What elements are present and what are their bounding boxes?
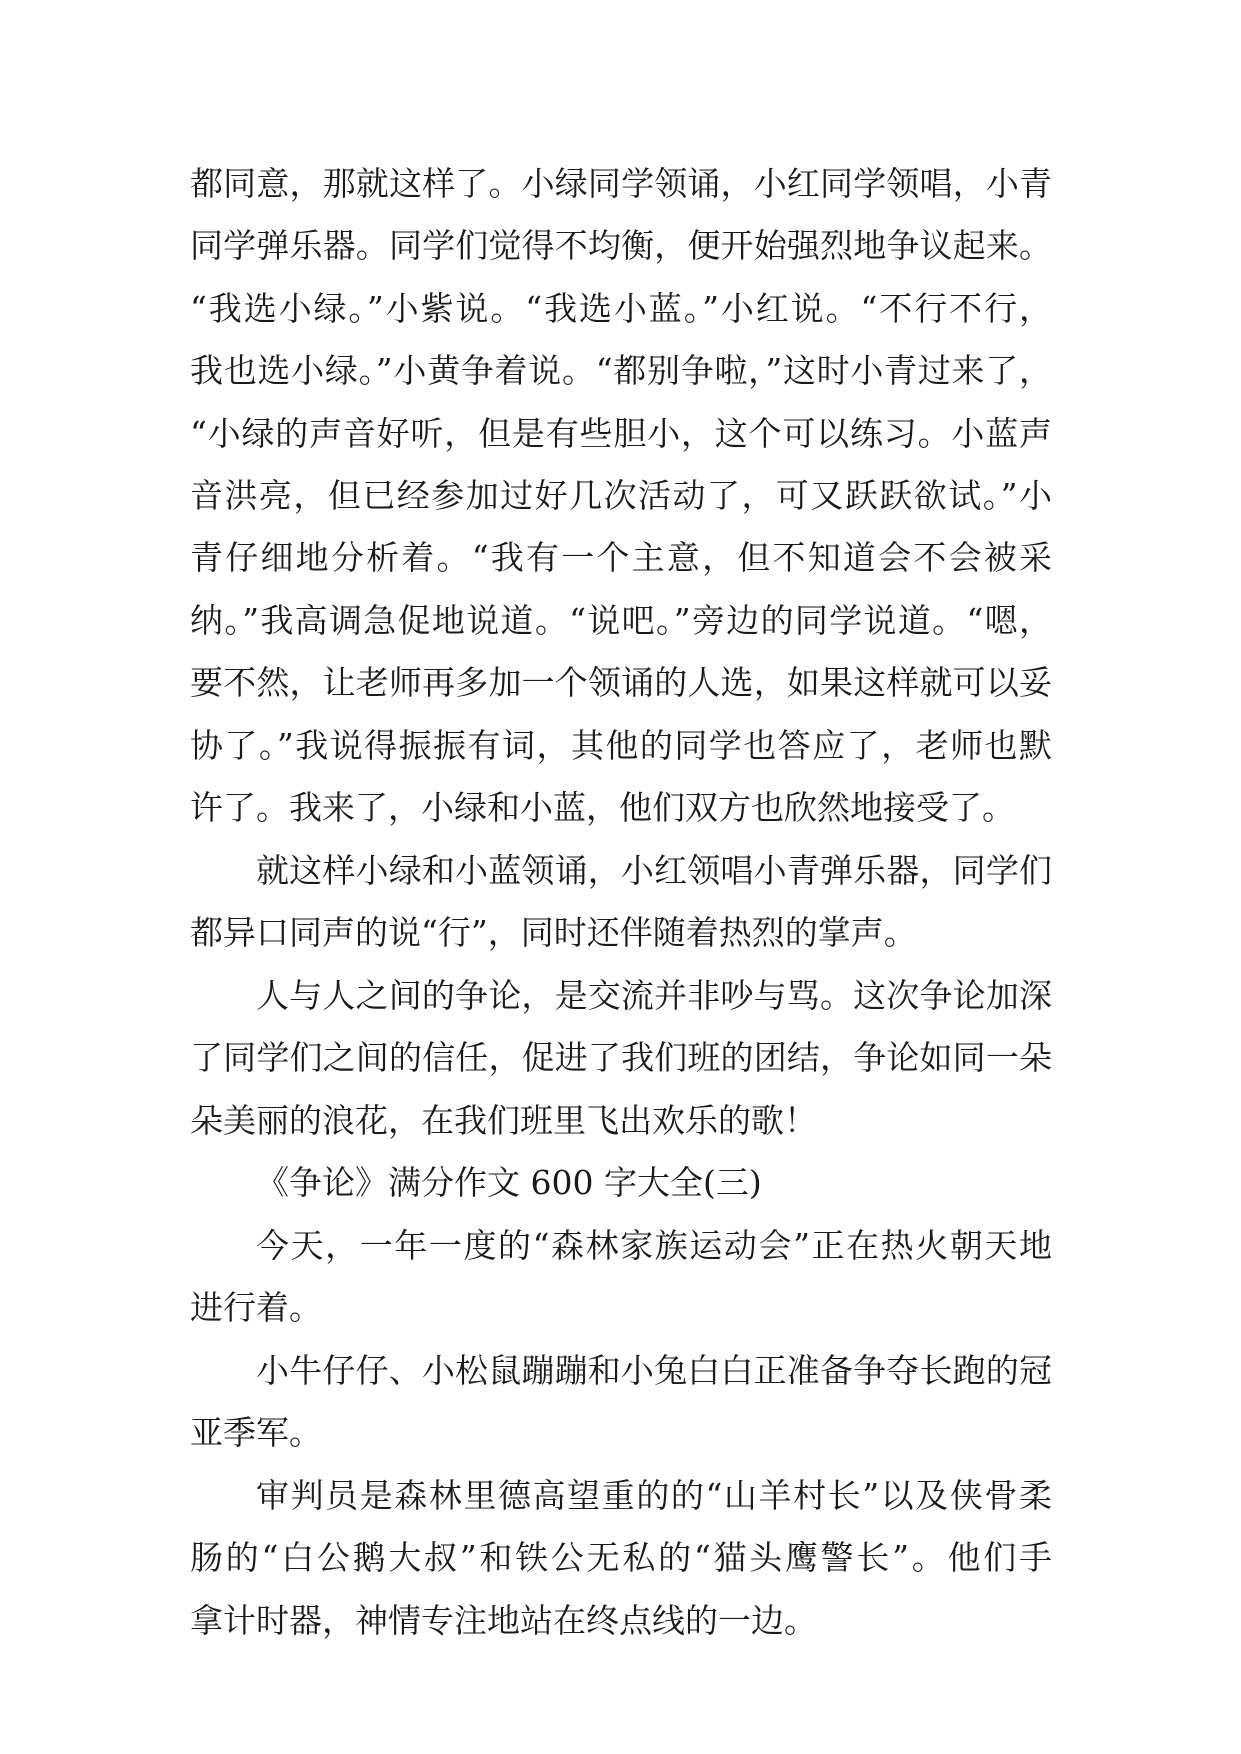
text-line: 亚季军。 <box>190 1413 322 1452</box>
text-line: “小绿的声音好听，但是有些胆小，这个可以练习。小蓝声 <box>190 414 1052 453</box>
text-line: 进行着。 <box>190 1288 322 1327</box>
text-line: 人与人之间的争论，是交流并非吵与骂。这次争论加深 <box>256 976 1052 1015</box>
text-line: 音洪亮，但已经参加过好几次活动了，可又跃跃欲试。”小 <box>190 476 1052 515</box>
text-line: 许了。我来了，小绿和小蓝，他们双方也欣然地接受了。 <box>190 788 1015 827</box>
text-line: 朵美丽的浪花，在我们班里飞出欢乐的歌！ <box>190 1101 817 1140</box>
text-line: 青仔细地分析着。“我有一个主意，但不知道会不会被采 <box>190 538 1052 577</box>
text-line: 都同意，那就这样了。小绿同学领诵，小红同学领唱，小青 <box>190 164 1052 203</box>
text-line: 都异口同声的说“行”，同时还伴随着热烈的掌声。 <box>190 913 917 952</box>
text-line: 拿计时器，神情专注地站在终点线的一边。 <box>190 1601 817 1640</box>
text-line: 肠的“白公鹅大叔”和铁公无私的“猫头鹰警长”。他们手 <box>190 1538 1052 1577</box>
text-line: 审判员是森林里德高望重的的“山羊村长”以及侠骨柔 <box>256 1476 1052 1515</box>
section-heading: 《争论》满分作文 600 字大全(三) <box>256 1163 762 1202</box>
text-line: “我选小绿。”小紫说。“我选小蓝。”小红说。“不行不行， <box>190 289 1052 328</box>
text-line: 要不然，让老师再多加一个领诵的人选，如果这样就可以妥 <box>190 663 1052 702</box>
text-line: 我也选小绿。”小黄争着说。“都别争啦，”这时小青过来了， <box>190 351 1052 390</box>
text-line: 就这样小绿和小蓝领诵，小红领唱小青弹乐器，同学们 <box>256 851 1052 890</box>
text-line: 了同学们之间的信任，促进了我们班的团结，争论如同一朵 <box>190 1038 1052 1077</box>
text-line: 今天，一年一度的“森林家族运动会”正在热火朝天地 <box>256 1226 1052 1265</box>
text-line: 协了。”我说得振振有词，其他的同学也答应了，老师也默 <box>190 726 1052 765</box>
text-line: 同学弹乐器。同学们觉得不均衡，便开始强烈地争议起来。 <box>190 226 1052 265</box>
text-line: 纳。”我高调急促地说道。“说吧。”旁边的同学说道。“嗯， <box>190 601 1052 640</box>
text-line: 小牛仔仔、小松鼠蹦蹦和小兔白白正准备争夺长跑的冠 <box>256 1351 1052 1390</box>
